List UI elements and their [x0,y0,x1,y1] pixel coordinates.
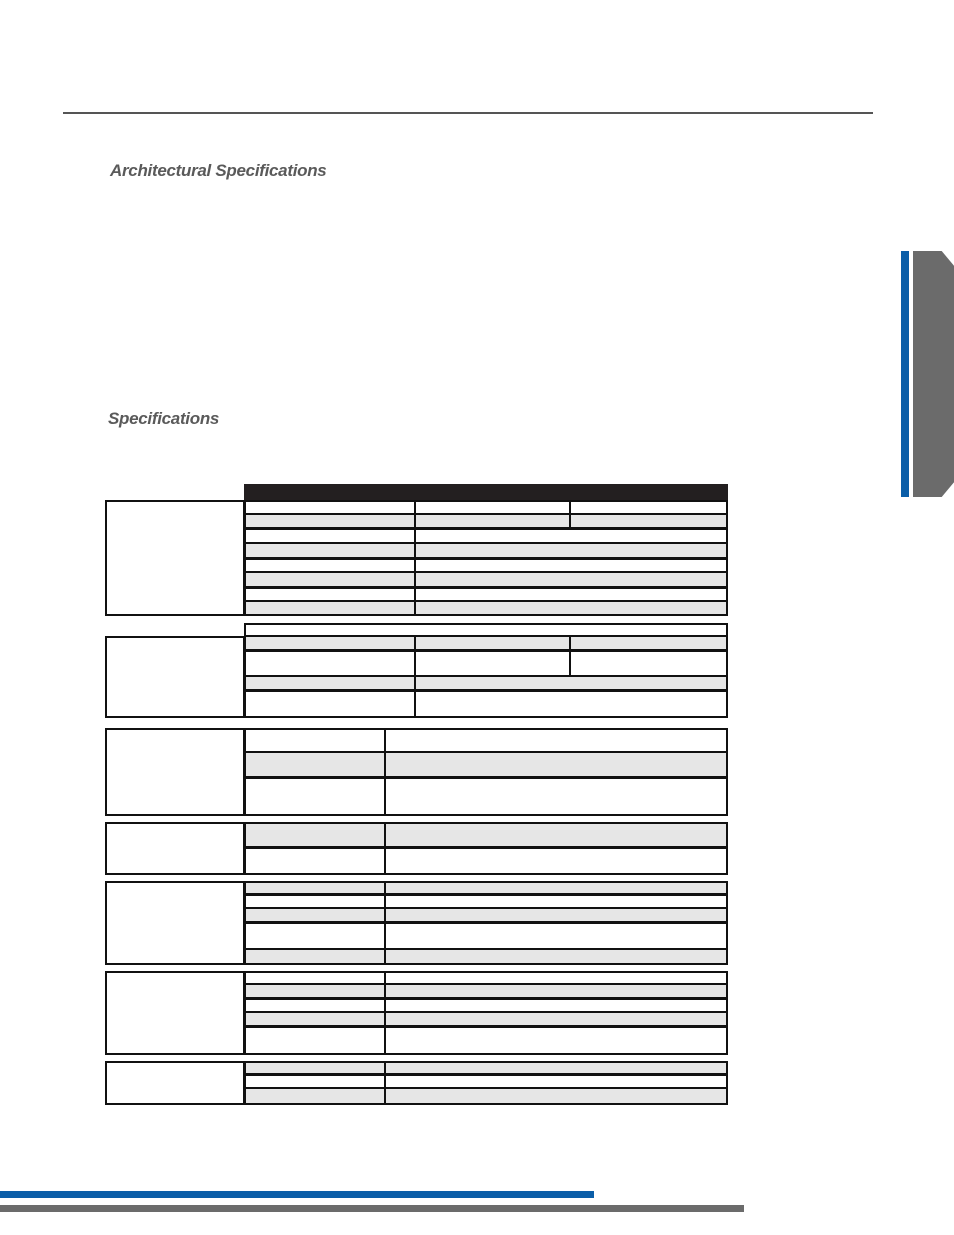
spec-table-cell [244,948,386,965]
spec-table-cell-text [246,515,414,517]
spec-table-cell-text [246,985,384,987]
spec-table-cell-text [416,515,569,517]
section-tab [913,251,954,497]
spec-group-label [105,881,245,965]
spec-table-cell [414,600,728,616]
spec-table-cell-text [416,691,726,693]
spec-table-cell-text [246,973,384,975]
spec-table-cell-text [246,588,414,590]
spec-table-row [244,751,728,779]
spec-table-cell-text [416,529,726,531]
spec-table-cell-text [571,651,726,653]
spec-table-cell [244,776,386,816]
spec-table-cell-text [246,1089,384,1091]
spec-table-cell-text [386,1063,726,1065]
spec-table-row [244,689,728,718]
spec-table-cell-text [416,502,569,504]
spec-table-cell-text [386,730,726,732]
spec-table-cell-text [386,778,726,780]
top-rule [63,112,873,114]
spec-group-label [105,822,245,875]
spec-table-cell-text [246,824,384,826]
spec-table-cell [384,846,728,875]
spec-table-cell-text [246,909,384,911]
spec-table-cell [244,1087,386,1105]
spec-table-cell-text [416,573,726,575]
spec-table-cell-text [386,973,726,975]
spec-table-cell [384,751,728,779]
spec-table-cell-text [246,883,384,885]
spec-table-cell-text [416,544,726,546]
spec-table-cell-text [246,502,414,504]
spec-table-cell [384,948,728,965]
spec-table-row [244,822,728,849]
spec-table-cell-text [386,883,726,885]
spec-table-cell-text [246,999,384,1001]
spec-table-row [244,846,728,875]
footer-blue-bar [0,1191,594,1198]
spec-table-cell-text [386,1027,726,1029]
spec-table-cell-text [246,625,726,627]
section-marker-bar [901,251,909,497]
architectural-specifications-heading: Architectural Specifications [110,161,327,180]
spec-table-cell-text [416,559,726,561]
spec-group-label-text [107,502,243,504]
spec-table-cell-text [386,753,726,755]
spec-table-cell-text [571,515,726,517]
spec-table-cell-text [386,824,726,826]
spec-table-cell-text [246,895,384,897]
spec-table-cell-text [416,651,569,653]
spec-table-row [244,776,728,816]
spec-table-cell-text [246,573,414,575]
spec-table-row [244,921,728,951]
spec-table-cell-text [246,778,384,780]
spec-group-label-text [107,638,243,640]
spec-table-cell [244,846,386,875]
spec-table-cell [384,921,728,951]
spec-table-cell-text [246,950,384,952]
spec-table-cell [244,600,416,616]
spec-group-label [105,636,245,718]
spec-table-cell [244,822,386,849]
spec-table-row [244,1025,728,1055]
spec-table-cell-text [246,1063,384,1065]
specifications-heading: Specifications [108,409,220,428]
spec-table-cell-text [246,1027,384,1029]
spec-table-row [244,1087,728,1105]
spec-group-label-text [107,1063,243,1065]
spec-table-cell-text [416,588,726,590]
spec-table-cell [384,776,728,816]
spec-table-cell-text [246,1013,384,1015]
spec-table-cell-text [386,848,726,850]
spec-table-cell-text [386,950,726,952]
spec-table-row [244,649,728,678]
spec-group-label [105,500,245,616]
spec-table-cell-text [416,677,726,679]
spec-table-cell-text [246,529,414,531]
spec-table-cell [244,751,386,779]
spec-table-cell [414,689,728,718]
footer-gray-bar [0,1205,744,1212]
spec-group-label-text [107,824,243,826]
spec-table-cell [569,649,728,678]
spec-table-cell-text [571,502,726,504]
spec-table-cell-text [386,1013,726,1015]
spec-table-cell-text [386,985,726,987]
spec-table-cell-text [246,848,384,850]
spec-table-cell [244,689,416,718]
spec-table-cell-text [246,651,414,653]
spec-table-cell-text [246,1075,384,1077]
spec-table-cell-text [246,923,384,925]
spec-table-cell-text [246,677,414,679]
spec-group-label-text [107,730,243,732]
spec-table-cell [244,921,386,951]
spec-table-cell-text [246,602,414,604]
spec-group-label-text [107,883,243,885]
spec-table-header-bar [244,484,728,500]
spec-table-cell-text [386,909,726,911]
spec-table-cell-text [386,1089,726,1091]
spec-table-cell [384,822,728,849]
spec-table-cell-text [416,637,569,639]
spec-group-label [105,728,245,816]
spec-table-cell [244,649,416,678]
spec-table-cell-text [246,691,414,693]
spec-group-label [105,971,245,1055]
spec-table-cell-text [246,753,384,755]
spec-table-cell [244,1025,386,1055]
spec-table-cell-text [386,999,726,1001]
spec-table-cell [414,649,571,678]
spec-table-cell-text [246,637,414,639]
spec-group-label [105,1061,245,1105]
spec-table-cell-text [246,730,384,732]
spec-table-cell-text [386,895,726,897]
spec-table-cell [384,1087,728,1105]
spec-table-cell [384,1025,728,1055]
spec-group-label-text [107,973,243,975]
spec-table-cell-text [246,544,414,546]
spec-table-cell-text [571,637,726,639]
spec-table-row [244,948,728,965]
spec-table-row [244,600,728,616]
spec-table-cell-text [386,1075,726,1077]
spec-table-cell-text [416,602,726,604]
spec-table-cell-text [386,923,726,925]
spec-table-cell-text [246,559,414,561]
